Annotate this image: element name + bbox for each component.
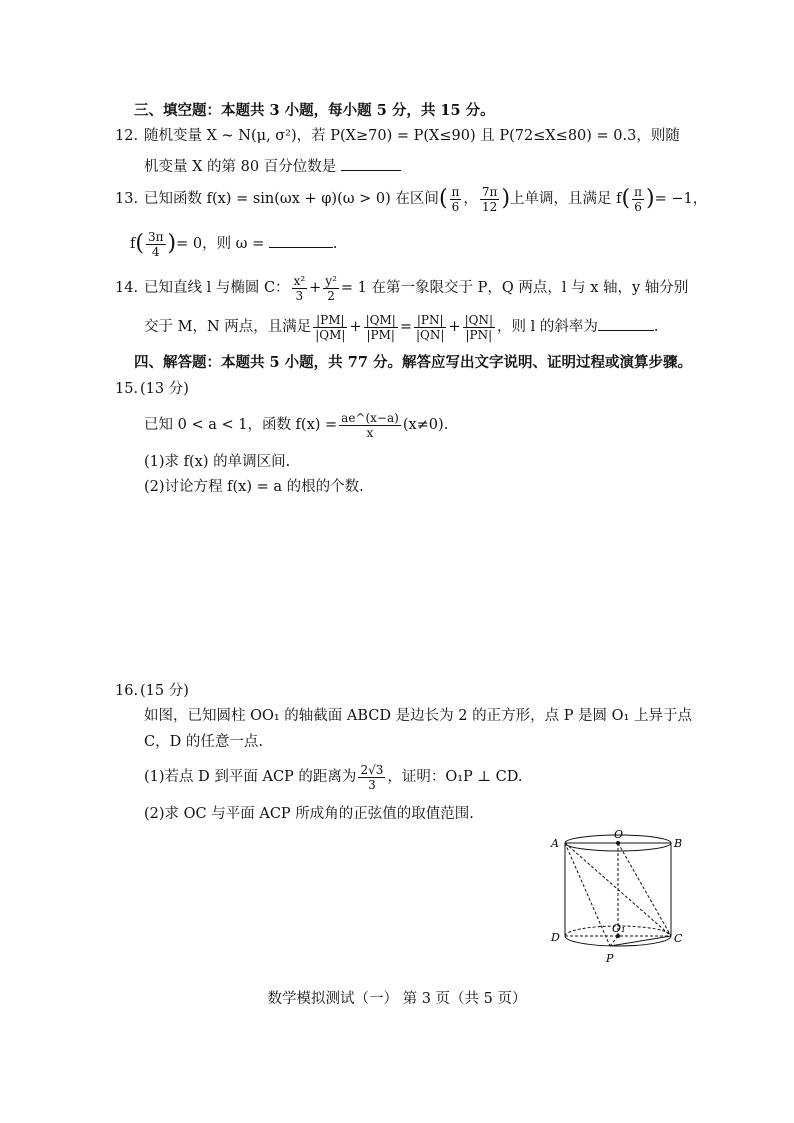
q13-line2-a: f [130, 236, 136, 252]
cylinder-figure [548, 826, 698, 966]
q16-part1 [144, 759, 522, 795]
q16-part1-b: ，证明：O₁P ⊥ CD. [387, 769, 523, 785]
q16-part1-a: (1)若点 D 到平面 ACP 的距离为 [144, 769, 357, 785]
q16-number: 16. [115, 683, 139, 699]
q14-ratio-2-den: |PM| [366, 327, 395, 342]
q13-frac-4-den: 4 [151, 244, 160, 259]
q15-frac-num: ae^(x−a) [341, 410, 399, 425]
label-c: C [674, 932, 683, 945]
q14-plus: + [309, 280, 322, 296]
q14-ratio-4-den: |PN| [465, 327, 493, 342]
q12-answer-blank [341, 156, 401, 171]
q14-line1 [144, 270, 688, 306]
q13-rparen-3: ) [167, 231, 177, 256]
q16-score: (15 分) [140, 683, 189, 699]
q14-ratio-1 [313, 313, 347, 342]
q13-lparen-3: ( [135, 231, 144, 256]
q14-frac-y-num: y² [325, 273, 337, 288]
q13-rparen-2: ) [646, 186, 655, 211]
q14-line2: 交于 M，N 两点，且满足 $\frac{|PM|}{|QM|}$ + $\frac{|QM|}{|PM|}$ = $\frac{|PN|}{|QN|}$ + $\frac{|QN|}{|PN|}$ ，则 l 的斜率为 . [144, 312, 659, 342]
section-4-heading: 四、解答题：本题共 5 小题，共 77 分。解答应写出文字说明、证明过程或演算步骤。 [134, 354, 692, 371]
q14-frac-y [323, 274, 339, 303]
q13-line2: f( $\frac{3\pi}{4}$ )= 0，则 ω = . [130, 229, 338, 259]
label-d: D [551, 931, 560, 944]
q14-equals: = [399, 319, 413, 335]
point-o [616, 841, 620, 845]
q13-lparen-2: ( [621, 186, 631, 211]
q13-frac-2-den: 12 [482, 199, 498, 214]
q12-number: 12. [115, 128, 139, 144]
q14-frac-x-den: 3 [295, 288, 304, 303]
q12-line2 [144, 156, 401, 178]
q14-ratio-4 [463, 313, 495, 342]
label-b: B [674, 837, 683, 850]
q12-line1: 随机变量 X ~ N(μ, σ²)，若 P(X≥70) = P(X≤90) 且 P(72≤X≤80) = 0.3，则随 [144, 128, 680, 144]
q13-number: 13. [115, 191, 139, 207]
q13-frac-1-den: 6 [451, 199, 460, 214]
q14-ratio-1-num: |PM| [313, 313, 347, 328]
q13-frac-3-den: 6 [634, 199, 642, 214]
q16-frac-den: 3 [368, 777, 376, 792]
q14-ratio-3-den: |QN| [416, 327, 445, 342]
label-a: A [551, 837, 559, 850]
q13-answer-blank [269, 233, 333, 248]
q14-text-b: = 1 在第一象限交于 P，Q 两点，l 与 x 轴，y 轴分别 [340, 280, 689, 296]
label-o1: O₁ [612, 922, 626, 935]
q15-part2: (2)讨论方程 f(x) = a 的根的个数. [144, 479, 364, 495]
q15-frac [339, 411, 401, 440]
q13-text-b: 上单调，且满足 f [510, 191, 622, 207]
q14-frac-x-num: x² [293, 273, 306, 288]
q15-score: (13 分) [140, 381, 189, 397]
q16-stem-line2: C，D 的任意一点. [144, 734, 263, 750]
section-3-heading: 三、填空题：本题共 3 小题，每小题 5 分，共 15 分。 [134, 102, 495, 119]
q14-line2-a: 交于 M，N 两点，且满足 [144, 319, 312, 335]
q15-stem-b: (x≠0). [402, 417, 449, 433]
q13-text-a: 已知函数 f(x) = sin(ωx + φ)(ω > 0) 在区间 [144, 191, 439, 207]
page-footer: 数学模拟测试（一） 第 3 页（共 5 页） [267, 991, 527, 1007]
q13-line2-b: = 0，则 ω = [176, 236, 265, 252]
q14-ratio-2-num: |QM| [365, 312, 396, 327]
q14-text-a: 已知直线 l 与椭圆 C： [144, 280, 290, 296]
q16-part2: (2)求 OC 与平面 ACP 所成角的正弦值的取值范围. [144, 806, 474, 822]
q14-ratio-4-num: |QN| [464, 312, 494, 327]
q16-frac-num: 2√3 [360, 762, 384, 777]
q13-lparen-1: ( [438, 186, 448, 211]
q13-frac-4-num: 3π [147, 229, 164, 244]
q13-frac-4 [146, 230, 166, 259]
q14-ratio-3-num: |PN| [414, 313, 446, 328]
q15-number: 15. [115, 381, 139, 397]
q13-frac-1-num: π [451, 184, 460, 199]
q14-number: 14. [115, 280, 139, 296]
q13-frac-2-num: 7π [481, 184, 498, 199]
q16-frac [358, 763, 385, 792]
label-o: O [614, 828, 624, 841]
q13-frac-2 [480, 185, 500, 214]
q14-frac-x [292, 274, 308, 303]
q14-answer-blank [598, 316, 654, 331]
q15-stem [144, 407, 448, 443]
q13-line1: 已知函数 f(x) = sin(ωx + φ)(ω > 0) 在区间( $\frac{\pi}{6}$ ， $\frac{7\pi}{12}$ )上单调，且满足 f( $\frac{\pi}{6}$ )= −1， [144, 184, 708, 214]
q14-ratio-3 [414, 313, 446, 342]
q12-line2-text: 机变量 X 的第 80 百分位数是 [144, 159, 337, 175]
q15-frac-den: x [366, 425, 374, 440]
q13-text-c: = −1， [654, 191, 708, 207]
q13-frac-3-num: π [634, 184, 643, 199]
q14-ratio-1-den: |QM| [315, 327, 346, 342]
q15-stem-a: 已知 0 < a < 1，函数 f(x) = [144, 417, 338, 433]
q16-stem-line1: 如图，已知圆柱 OO₁ 的轴截面 ABCD 是边长为 2 的正方形，点 P 是圆 O₁ 上异于点 [144, 708, 692, 724]
segment-ap [565, 843, 610, 946]
q13-frac-3 [632, 185, 644, 214]
segment-oc [618, 843, 671, 936]
q13-frac-1 [450, 185, 462, 214]
q14-line2-b: ，则 l 的斜率为 [497, 319, 598, 335]
q14-frac-y-den: 2 [327, 288, 335, 303]
q13-rparen-1: ) [501, 186, 511, 211]
label-p: P [606, 952, 614, 965]
q15-part1: (1)求 f(x) 的单调区间. [144, 454, 291, 470]
q14-ratio-2 [364, 313, 398, 342]
